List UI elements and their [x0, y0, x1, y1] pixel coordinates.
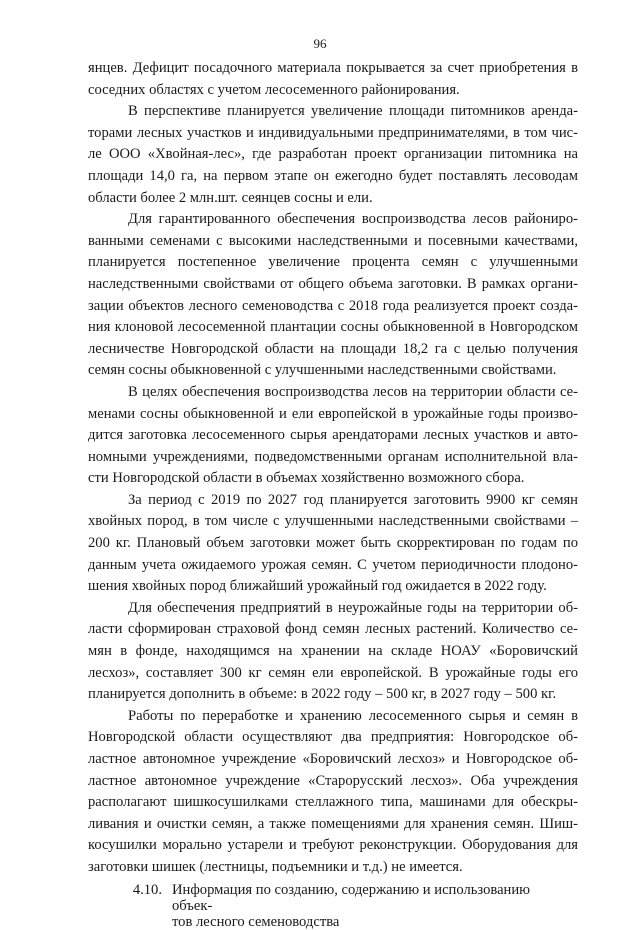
paragraph-line: Работы по переработке и хранению лесосеменного сырья и семян в — [128, 707, 578, 724]
paragraph-line: Для обеспечения предприятий в неурожайные годы на территории об- — [128, 599, 578, 616]
paragraph-line: мян в фонде, находящимся на хранении на складе НОАУ «Боровичский — [88, 643, 578, 660]
section-title-line: тов лесного семеноводства — [172, 913, 340, 930]
paragraph-line: Новгородской области осуществляют два предприятия: Новгородское об- — [88, 729, 578, 746]
paragraph-line: ванными семенами с высокими наследственными и посевными качествами, — [88, 232, 578, 249]
paragraph-line: ливания и очистки семян, а также помещениями для хранения семян. Шиш- — [88, 815, 578, 832]
paragraph-line: ластное автономное учреждение «Боровичский лесхоз» и Новгородское об- — [88, 751, 578, 767]
paragraph-line: хвойных пород, в том числе с улучшенными наследственными свойствами – — [88, 513, 578, 530]
paragraph-line: наследственными свойствами от общего объема заготовки. В рамках органи- — [88, 275, 578, 292]
paragraph-line: данным учета ожидаемого урожая семян. С учетом периодичности плодоно- — [88, 556, 578, 573]
paragraph-line: планируется дополнить в объеме: в 2022 году – 500 кг, в 2027 году – 500 кг. — [88, 686, 557, 703]
page-body — [88, 58, 578, 930]
paragraph-line: менами сосны обыкновенной и ели европейской в урожайные годы произво- — [88, 405, 578, 422]
paragraph-line: косушилки морально устарели и требуют реконструкции. Оборудования для — [88, 837, 578, 854]
page-number: 96 — [313, 36, 327, 51]
paragraph-line: зации объектов лесного семеноводства с 2018 года реализуется проект созда- — [88, 297, 578, 314]
paragraph-line: янцев. Дефицит посадочного материала покрывается за счет приобретения в — [88, 60, 578, 76]
paragraph-line: семян сосны обыкновенной с улучшенными наследственными свойствами. — [88, 362, 557, 379]
paragraph-line: соседних областях с учетом лесосеменного районирования. — [88, 81, 460, 98]
paragraph-line: области более 2 млн.шт. сеянцев сосны и ели. — [88, 189, 373, 206]
paragraph-line: Для гарантированного обеспечения воспроизводства лесов райониро- — [128, 211, 578, 228]
paragraph-line: располагают шишкосушилками стеллажного типа, машинами для обескры- — [88, 794, 578, 811]
paragraph-line: ния клоновой лесосеменной плантации сосны обыкновенной в Новгородском — [88, 319, 578, 336]
paragraph-line: шения хвойных пород ближайший урожайный год ожидается в 2022 году. — [88, 578, 547, 595]
section-number: 4.10. — [132, 881, 162, 898]
paragraph-line: ластное автономное учреждение «Старорусский лесхоз». Оба учреждения — [88, 772, 578, 789]
section-title-line: Информация по созданию, содержанию и использованию объек- — [172, 881, 531, 914]
paragraph-line: 200 кг. Плановый объем заготовки может быть скорректирован по годам по — [88, 535, 578, 552]
paragraph-line: планируется постепенное увеличение процента семян с улучшенными — [88, 254, 578, 271]
paragraph-line: ле ООО «Хвойная-лес», где разработан проект организации питомника на — [88, 146, 578, 163]
paragraph-line: лесничестве Новгородской области на площади 18,2 га с целью получения — [88, 340, 578, 357]
paragraph-line: площади 14,0 га, на первом этапе он ежегодно будет поставлять лесоводам — [88, 167, 578, 184]
paragraph-line: В перспективе планируется увеличение площади питомников аренда- — [128, 103, 578, 120]
paragraph-line: сти Новгородской области в объемах хозяйственно возможного сбора. — [88, 470, 525, 487]
paragraph-line: номными учреждениями, подведомственными органам исполнительной вла- — [88, 448, 578, 465]
paragraph-line: торами лесных участков и индивидуальными предпринимателями, в том чис- — [88, 124, 578, 141]
paragraph-line: За период с 2019 по 2027 год планируется заготовить 9900 кг семян — [128, 491, 578, 508]
paragraph-line: дится заготовка лесосеменного сырья арендаторами лесных участков и авто- — [88, 427, 578, 444]
paragraph-line: заготовки шишек (лестницы, подъемники и т.д.) не имеется. — [88, 858, 463, 875]
paragraph-line: лесхоз», составляет 300 кг семян ели европейской. В урожайные годы его — [88, 664, 578, 681]
paragraph-line: В целях обеспечения воспроизводства лесов на территории области се- — [128, 383, 578, 400]
section-title — [172, 882, 552, 930]
paragraph-line: ласти сформирован страховой фонд семян лесных растений. Количество се- — [88, 621, 578, 638]
section-heading — [88, 882, 578, 930]
